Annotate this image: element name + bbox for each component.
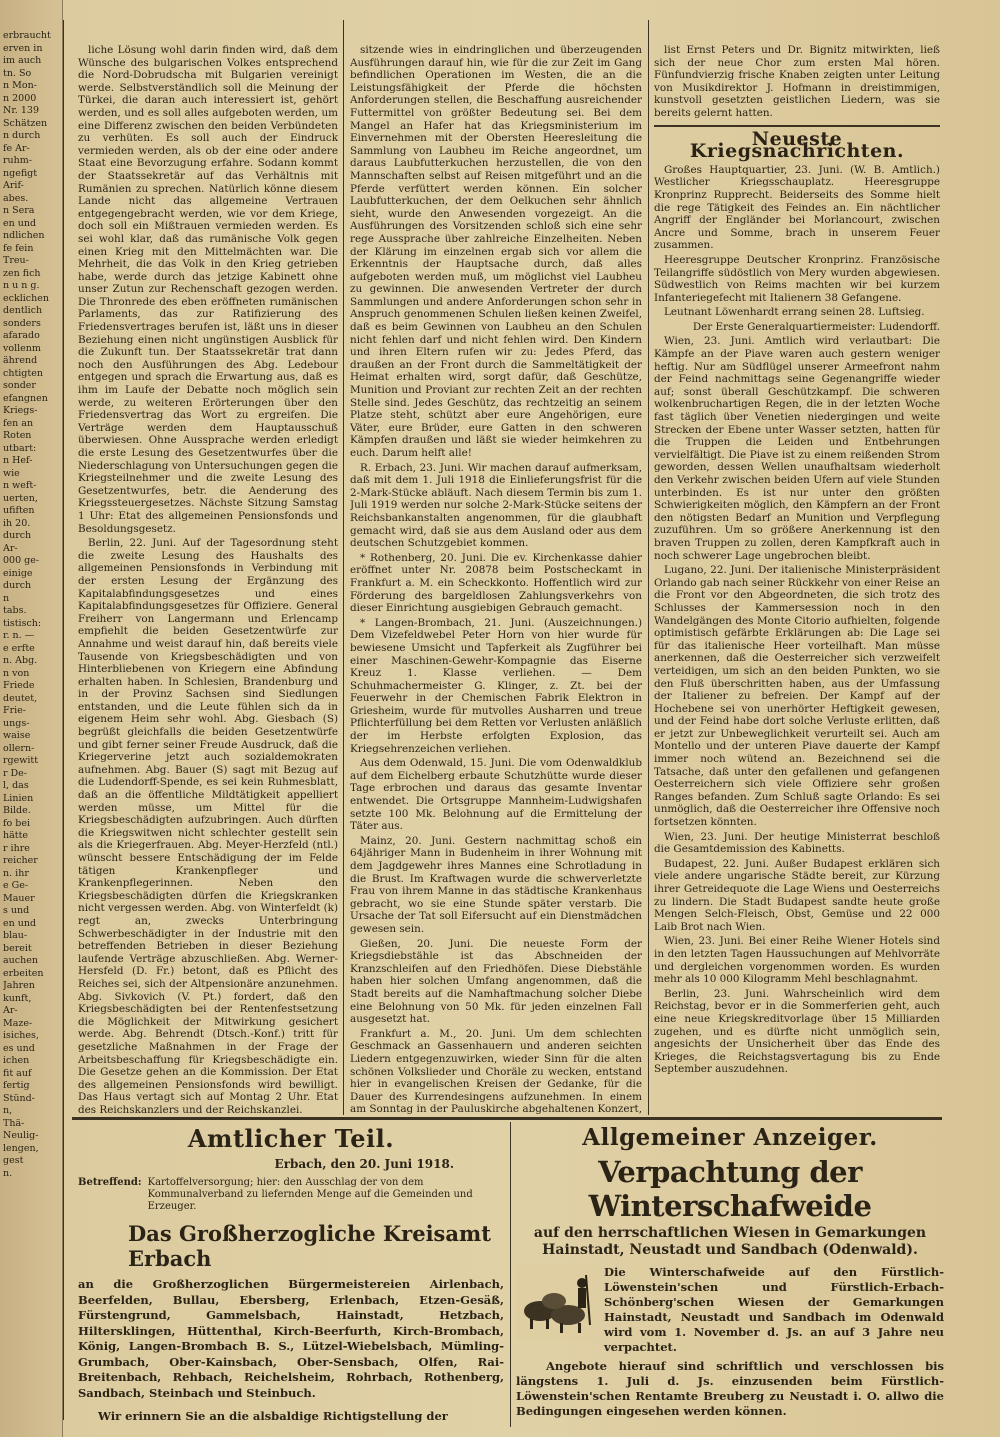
fold-fragment: ährend (3, 355, 38, 366)
fold-fragment: 000 ge- (3, 555, 40, 566)
article-text: liche Lösung wohl darin finden wird, daß dem Wünsche des bulgarischen Volkes entsprechend die Nord-Dobrudscha mit Bulgarien vereinigt werde. Selbstverständlich soll die Meinung der Türkei, die daran auch interessiert ist, gehört werden, und es soll alles aufgeboten werden, um eine Differenz zwischen den beiden Verbündeten zu verhüten. Es soll auch der Eindruck vermieden werden, als ob der eine oder andere Staat eine Bevorzugung erfahre. Sodann kommt der Staatssekretär auf das Verhältnis mit Rumänien zu sprechen. Natürlich könne diesem Lande nicht das allgemeine Vertrauen entgegengebracht werden, wie vor dem Kriege, doch soll ein Mißtrauen vermieden werden. Es sei wohl klar, daß das rumänische Volk gegen einen Krieg mit den Mittelmächten war. Die Mehrheit, die das Volk in den Krieg getrieben habe, werde durch das jetzige Kabinett ohne unser Zutun zur Rechenschaft gezogen werden. Die Thronrede des eben eröffneten rumänischen Parlaments, das zur Ratifizierung des Friedensvertrages berufen ist, läßt uns in dieser Beziehung einen nicht ungünstigen Ausblick für die Zukunft tun. Der Staatssekretär trat dann noch den Ausführungen des Abg. Ledebour entgegen und sprach die Erwartung aus, daß es ihm im Laufe der Debatte noch möglich sein werde, zu weiteren Erörterungen über den Friedensvertrag das Wort zu ergreifen. Die Verträge werden dem Hauptausschuß überwiesen. Ohne Aussprache werden erledigt die erste Lesung des Gesetzentwurfes über die Niederschlagung von Untersuchungen gegen die Kriegsteilnehmer und die zweite Lesung des Gesetzentwurfes, betr. die Aenderung des Kriegssteuergesetzes. Nächste Sitzung Samstag 1 Uhr: Etat des allgemeinen Pensionsfonds und Besoldungsgesetz. (78, 44, 338, 535)
war-report: Leutnant Löwenhardt errang seinen 28. Luftsieg. (664, 306, 925, 319)
news-item: Frankfurt a. M., 20. Juni. Um dem schlechten Geschmack an Gassenhauern und anderen seichten Liedern entgegenzuwirken, wieder Sinn für die alten schönen Volkslieder und Choräle zu wecken, entstand hier in evangelischen Kreisen der Gedanke, für die Dauer des Kurrendesingens aufzunehmen. In einem am Sonntag in der Pauluskirche abgehaltenen Konzert, (350, 1027, 642, 1114)
fold-fragment: ichen (3, 1055, 30, 1066)
fold-fragment: erven in (3, 42, 43, 54)
fold-fragment: fit auf (3, 1067, 32, 1079)
fold-fragment: ndlichen (3, 230, 45, 241)
notices-rule (72, 1117, 942, 1120)
fold-fragment: ungs- (3, 717, 30, 729)
fold-fragment: es und (3, 1042, 35, 1054)
fold-fragment: n. Abg. (3, 655, 38, 666)
fold-fragment: Thä- (3, 1117, 25, 1129)
news-item: Aus dem Odenwald, 15. Juni. Die vom Odenwaldklub auf dem Eichelberg erbaute Schutzhütte wurde dieser Tage erbrochen und daraus das gesamte Inventar entwendet. Die Ortsgruppe Mannheim-Ludwigshafen setzte 100 Mk. Belohnung auf die Ermittelung der Täter aus. (350, 757, 642, 833)
fold-fragment: en und (3, 917, 37, 929)
column-rule (648, 20, 649, 1115)
fold-fragment: ollern- (3, 742, 35, 754)
official-dateline: Erbach, den 20. Juni 1918. (274, 1157, 454, 1171)
section-rule (654, 125, 940, 127)
fold-fragment: uerten, (3, 492, 38, 504)
fold-fragment: ih 20. (3, 517, 31, 529)
fold-fragment: e Ge- (3, 880, 29, 891)
news-item: * Langen-Brombach, 21. Juni. (Auszeichnungen.) Dem Vizefeldwebel Peter Horn von hier wurde für bewiesene Umsicht und Tapferkeit als Zugführer bei einer Maschinen-Gewehr-Kompagnie das Eiserne Kreuz 1. Klasse verliehen. — Dem Schuhmachermeister G. Klinger, z. Zt. bei der Feuerwehr in der Chemischen Fabrik Elektron in Griesheim, wurde für mutvolles Ausharren und treue Pflichterfüllung bei dem Retten vor Verlusten anläßlich der im Herbste erfolgten Explosion, das Kriegsehrenzeichen verliehen. (350, 616, 642, 755)
fold-fragment: Roten (3, 430, 32, 441)
fold-fragment: waise (3, 730, 31, 741)
fold-fragment: Friede (3, 680, 35, 691)
fold-fragment: afarado (3, 330, 40, 341)
official-authority: Das Großherzogliche Kreisamt Erbach (128, 1221, 491, 1271)
fold-fragment: Kriegs- (3, 405, 38, 416)
ad-subtitle: auf den herrschaftlichen Wiesen in Gemarkungen Hainstadt, Neustadt und Sandbach (Odenwald). (533, 1225, 927, 1258)
fold-fragment: utbart: (3, 442, 37, 454)
fold-fragment: Ar- (3, 542, 18, 554)
column-two (350, 44, 642, 1114)
war-report: Großes Hauptquartier, 23. Juni. (W. B. Amtlich.) Westlicher Kriegsschauplatz. Heeresgruppe Kronprinz Rupprecht. Beiderseits des Somme hielt die rege Tätigkeit des Feindes an. Ein nächtlicher Angriff der Engländer bei Morlancourt, zwischen Ancre und Somme, brach in unserem Feuer zusammen. (654, 163, 940, 252)
fold-fragment: Ar- (3, 1005, 18, 1016)
fold-fragment: isiches, (3, 1030, 39, 1041)
fold-fragment: n (3, 592, 10, 604)
advertiser-section (516, 1124, 944, 1424)
fold-fragment: fertig (3, 1080, 30, 1091)
news-item: R. Erbach, 23. Juni. Wir machen darauf aufmerksam, daß mit dem 1. Juli 1918 die Einlieferungsfrist für die 2-Mark-Stücke abläuft. Nach diesem Termin bis zum 1. Juli 1919 werden nur solche 2-Mark-Stücke seitens der Reichsbankanstalten angenommen, für die glaubhaft gemacht wird, daß sie aus dem Ausland oder aus dem deutschen Schutzgebiet kommen. (350, 461, 642, 550)
fold-fragment: zen fich (3, 267, 41, 279)
fold-fragment: n 2000 (3, 92, 37, 104)
fold-fragment: s und (3, 905, 30, 916)
fold-fragment: einige (3, 567, 33, 579)
fold-fragment: sonder (3, 380, 36, 391)
official-heading: Amtlicher Teil. (187, 1124, 395, 1153)
official-section (78, 1124, 504, 1424)
fold-fragment: Nr. 139 (3, 105, 39, 116)
fold-fragment: hätte (3, 830, 29, 841)
fold-fragment: abes. (3, 192, 29, 204)
fold-fragment-list (0, 0, 62, 1180)
fold-fragment: n von (3, 667, 30, 679)
war-report: Wien, 23. Juni. Der heutige Ministerrat beschloß die Gesamtdemission des Kabinetts. (654, 830, 940, 856)
fold-fragment: lengen, (3, 1142, 39, 1154)
column-one (78, 44, 338, 1114)
fold-fragment: Maze- (3, 1017, 33, 1029)
fold-fragment: r. n. — (3, 630, 35, 641)
fold-fragment: Stünd- (3, 1092, 35, 1104)
fold-fragment: Schätzen (3, 117, 48, 129)
war-report: Heeresgruppe Deutscher Kronprinz. Französische Teilangriffe südöstlich von Mery wurden abgewiesen. Südwestlich von Reims machten wir bei kurzem Infanteriegefecht mit Italienern 38 Gefangene. (654, 253, 940, 304)
column-three (654, 44, 940, 1114)
fold-fragment: Frie- (3, 705, 27, 716)
fold-fragment: n, (3, 1105, 13, 1116)
fold-fragment: gest (3, 1155, 24, 1166)
war-report-signature: Der Erste Generalquartiermeister: Ludendorff. (692, 320, 940, 333)
fold-fragment: erbraucht (3, 30, 51, 41)
advertiser-heading: Allgemeiner Anzeiger. (582, 1124, 878, 1151)
fold-fragment: Arif- (3, 180, 24, 191)
fold-fragment: sonders (3, 317, 41, 329)
subject-text: Kartoffelversorgung; hier: den Ausschlag der von dem Kommunalverband zu liefernden Menge auf die Gemeinden und Erzeuger. (147, 1177, 473, 1212)
fold-fragment: Treu- (3, 255, 29, 266)
fold-fragment: fe Ar- (3, 142, 30, 154)
fold-fragment: n durch (3, 130, 41, 141)
fold-fragment: bereit (3, 942, 32, 954)
fold-fragment: Jahren (3, 980, 35, 991)
ad-body-row (516, 1265, 944, 1355)
news-item: * Rothenberg, 20. Juni. Die ev. Kirchenkasse dahier eröffnet unter Nr. 20878 beim Postscheckamt in Frankfurt a. M. ein Scheckkonto. Hoffentlich wird zur Förderung des bargeldlosen Zahlungsverkehrs von dieser Einrichtung ausgiebigen Gebrauch gemacht. (350, 551, 642, 615)
fold-fragment: n. (3, 1167, 13, 1179)
fold-fragment: efangnen (3, 392, 48, 404)
fold-fragment: Bilde. (3, 805, 31, 816)
fold-fragment: dentlich (3, 305, 43, 316)
fold-fragment: fen an (3, 417, 34, 429)
war-report: Berlin, 23. Juni. Wahrscheinlich wird dem Reichstag, bevor er in die Sommerferien geht, auch eine neue Kriegskreditvorlage über 15 Milliarden zugehen, und es dürfte nicht unmöglich sein, angesichts der Unsicherheit über das Ende des Krieges, die Reichstagsvertagung bis zu Ende September auszudehnen. (654, 987, 940, 1076)
fold-fragment: auchen (3, 955, 38, 966)
column-rule (343, 20, 344, 1115)
fold-fragment: vollenm (3, 342, 41, 354)
war-report: Wien, 23. Juni. Amtlich wird verlautbart: Die Kämpfe an der Piave waren auch gestern weniger heftig. Nur am Südflügel unserer Armeefront nahm der Feind nachmittags seine Gegenangriffe wieder auf; sonst überall Geschützkampf. Die schweren wolkenbruchartigen Regen, die in der letzten Woche fast täglich über Venetien niedergingen und weite Strecken der Ebene unter Wasser setzten, hatten für die Truppen die Leiden und Entbehrungen vervielfältigt. Die Piave ist zu einem reißenden Strom geworden, dessen Wellen unaufhaltsam wiederholt den Verkehr zwischen beiden Ufern auf viele Stunden unterbinden. Es ist nur unter den größten Schwierigkeiten möglich, den Kämpfern an der Front den nötigsten Bedarf an Munition und Verpflegung zuzuführen. Um so größere Anerkennung ist den braven Truppen zu zollen, deren Kampfkraft auch in noch schwerer Lage ungebrochen bleibt. (654, 335, 940, 562)
fold-fragment: durch (3, 530, 32, 541)
fold-fragment: kunft, (3, 992, 32, 1004)
fold-fragment: n Mon- (3, 80, 37, 91)
fold-fragment: ruhm- (3, 155, 32, 166)
fold-fragment: blau- (3, 930, 28, 941)
fold-fragment: r De- (3, 767, 28, 779)
fold-fragment: wie (3, 467, 20, 479)
subject-label: Betreffend: (78, 1177, 142, 1188)
article-text: list Ernst Peters und Dr. Bignitz mitwirkten, ließ sich der neue Chor zum ersten Mal hören. Fünfundvierzig frische Knaben zeigten unter Leitung von Musikdirektor J. Hofmann in dreistimmigen, kunstvoll gesetzten geistlichen Liedern, was sie bereits gelernt hatten. (654, 44, 940, 119)
official-reminder: Wir erinnern Sie an die alsbaldige Richtigstellung der (98, 1409, 448, 1423)
fold-fragment: n Sera (3, 205, 35, 216)
fold-fragment: l, das (3, 780, 29, 791)
fold-fragment: ecklichen (3, 292, 49, 304)
ad-body: Die Winterschafweide auf den Fürstlich-Löwenstein'schen und Fürstlich-Erbach-Schönberg'schen Wiesen der Gemarkungen Hainstadt, Neustadt und Sandbach im Odenwald wird vom 1. November d. Js. an auf 3 Jahre neu verpachtet. (604, 1265, 944, 1354)
fold-fragment: deutet, (3, 692, 38, 704)
fold-fragment: chtigten (3, 367, 43, 379)
war-report: Wien, 23. Juni. Bei einer Reihe Wiener Hotels sind in den letzten Tagen Haussuchungen auf Mehlvorräte und dergleichen vorgenommen worden. Es wurden mehr als 10 000 Kilogramm Mehl beschlagnahmt. (654, 935, 940, 986)
fold-fragment: durch (3, 580, 32, 591)
fold-fragment: tabs. (3, 605, 27, 616)
fold-fragment: tn. So (3, 67, 32, 79)
news-item: Gießen, 20. Juni. Die neueste Form der Kriegsdiebstähle ist das Abschneiden der Kranzschleifen auf den Friedhöfen. Diese Diebstähle haben hier solchen Umfang angenommen, daß die Stadt bereits auf die Namhaftmachung solcher Diebe eine Belohnung von 50 Mk. für jeden einzelnen Fall ausgesetzt hat. (350, 937, 642, 1026)
fold-fragment: n u n g. (3, 280, 40, 291)
fold-fragment: ufiften (3, 505, 35, 516)
fold-fragment: en und (3, 217, 37, 229)
fold-fragment: reicher (3, 855, 38, 866)
war-report: Lugano, 22. Juni. Der italienische Ministerpräsident Orlando gab nach seiner Rückkehr von einer Reise an die Front vor den Abgeordneten, die sich trotz des Schlusses der Kammersession noch in den Wandelgängen des Monte Citorio aufhielten, folgende optimistisch gefärbte Erklärungen ab: Die Lage sei für das italienische Heer vorteilhaft. Man müsse anerkennen, daß die Oesterreicher sich verzweifelt verteidigen, um sich an den beiden Punkten, wo sie den Fluß überschritten haben, aus der Umfassung der Italiener zu befreien. Der Kampf auf der Hochebene sei von unerhörter Heftigkeit gewesen, und der Feind habe dort solche Verluste erlitten, daß er jetzt zur Unbeweglichkeit verurteilt sei. Auch am Montello und der unteren Piave dauerte der Kampf immer noch wütend an. Bezeichnend sei die Tatsache, daß unter den gefallenen und gefangenen Oesterreichern sich viele Offiziere sehr großen Ranges befanden. Zum Schluß sagte Orlando: Es sei unmöglich, daß die Oesterreicher ihre Offensive noch fortsetzen könnten. (654, 564, 940, 829)
news-item: Mainz, 20. Juni. Gestern nachmittag schoß ein 64jähriger Mann in Budenheim in ihrer Wohnung mit dem Jagdgewehr ihres Mannes eine Schrotladung in die Brust. Im Kraftwagen wurde die schwerverletzte Frau von ihrem Manne in das städtische Krankenhaus gebracht, wo sie eine Stunde später verstarb. Die Ursache der Tat soll Eifersucht auf ein Dienstmädchen gewesen sein. (350, 834, 642, 935)
left-fold-strip (0, 0, 63, 1437)
war-report: Budapest, 22. Juni. Außer Budapest erklären sich viele andere ungarische Städte bereit, zur Kürzung ihrer Getreidequote die Lage Wiens und Oesterreichs zu lindern. Die Stadt Budapest sandte heute große Mengen Selch-Fleisch, Obst, Gemüse und 22 000 Laib Brot nach Wien. (654, 857, 940, 933)
fold-fragment: Neulig- (3, 1130, 39, 1141)
fold-fragment: n Hef- (3, 455, 33, 466)
fold-fragment: e erfte (3, 642, 35, 654)
fold-fragment: fo bei (3, 817, 30, 829)
ad-title: Verpachtung der Winterschafweide (588, 1155, 872, 1223)
official-subject (78, 1177, 504, 1213)
article-text: sitzende wies in eindringlichen und überzeugenden Ausführungen darauf hin, wie für die zur Zeit im Gang befindlichen Operationen im Westen, die an die Leistungsfähigkeit der Pferde die höchsten Anforderungen stellen, die Beschaffung ausreichender Futtermittel von größter Bedeutung sei. Bei dem Mangel an Hafer hat das Kriegsministerium im Einvernehmen mit der Obersten Heeresleitung die Sammlung von Laubheu im Reiche angeordnet, um daraus Laubfutterkuchen herzustellen, die von den Mannschaften selbst auf Reisen mitgeführt und an die Pferde verfüttert werden können. Ein solcher Laubfutterkuchen, der dem Oelkuchen sehr ähnlich sieht, wurde den Anwesenden vorgezeigt. An die Ausführungen des Vorsitzenden schloß sich eine sehr rege Aussprache über zahlreiche Einzelheiten. Neben der Klärung im einzelnen ergab sich vor allem die Erkenntnis der Hauptsache durch, daß alles aufgeboten werden muß, um möglichst viel Laubheu zu gewinnen. Die anwesenden Vertreter der durch Sammlungen und andere Anforderungen schon sehr in Anspruch genommenen Schulen ließen keinen Zweifel, daß es beim Gewinnen von Laubheu an den Schulen nicht fehlen darf und nicht fehlen wird. Den Kindern und ihren Eltern rufen wir zu: Jedes Pferd, das draußen an der Front durch die Sammeltätigkeit der Heimat erhalten wird, sorgt dafür, daß Geschütze, Munition und Proviant zur rechten Zeit an der rechten Stelle sind. Jedes Geschütz, das rechtzeitig an seinem Platze steht, schützt aber eure Angehörigen, eure Väter, eure Brüder, eure Gatten in den schweren Kämpfen draußen und läßt sie wieder heimkehren zu euch. Darum helft alle! (350, 44, 642, 459)
fold-fragment: Mauer (3, 892, 35, 904)
fold-fragment: r ihre (3, 842, 30, 854)
ad-offer: Angebote hierauf sind schriftlich und verschlossen bis längstens 1. Juli d. Js. einzusenden beim Fürstlich-Löwenstein'schen Rentamte Breuberg zu Neustadt i. O. allwo die Bedingungen eingesehen werden können. (516, 1359, 944, 1418)
fold-fragment: erbeiten (3, 967, 44, 979)
fold-fragment: rgewitt (3, 755, 39, 766)
article-text: Berlin, 22. Juni. Auf der Tagesordnung steht die zweite Lesung des Haushalts des allgemeinen Pensionsfonds in Verbindung mit der ersten Lesung der Ergänzung des Kapitalabfindungsgesetzes und eines Kapitalabfindungsgesetzes für Offiziere. General Freiherr von Langermann und Erlencamp empfiehlt die beiden Gesetzentwürfe zur Annahme und weist darauf hin, daß bereits viele Tausende von Kriegsbeschädigten und von Hinterbliebenen von Kriegern eine Abfindung erhalten haben. In Schlesien, Brandenburg und in der Provinz Sachsen sind Siedlungen entstanden, und die Leute fühlen sich da in eigenem Heim sehr wohl. Abg. Giesbach (S) begrüßt gleichfalls die beiden Gesetzentwürfe und gibt ferner seiner Freude Ausdruck, daß die Kriegerverine jetzt auch sozialdemokraten aufnehmen. Abg. Bauer (S) sagt mit Bezug auf die Ludendorff-Spende, es sei kein Ruhmesblatt, daß an die öffentliche Mildtätigkeit appelliert werden müsse, um Mittel für die Kriegsbeschädigten aufzubringen. Auch dürften die Kriegswitwen nicht schlechter gestellt sein als die Kriegerfrauen. Abg. Meyer-Herzfeld (ntl.) wünscht bessere Entschädigung der im Felde tätigen Krankenpfleger und Krankenpflegerinnen. Neben den Kriegsbeschädigten dürfen die Kriegskranken nicht vergessen werden. Abg. von Winterfeldt (k) regt an, zwecks Unterbringung Schwerbeschädigter in der Industrie mit den betreffenden Betrieben in dieser Beziehung laufende Verträge abzuschließen. Abg. Werner-Hersfeld (D. Fr.) betont, daß es Pflicht des Reiches sei, sich der Altpensionäre anzunehmen. Abg. Sivkovich (V. Pt.) fordert, daß den Kriegsbeschädigten bei der Rentenfestsetzung die Möglichkeit der Mitwirkung gesichert werde. Abg. Behrendt (Dtsch.-Konf.) tritt für gesetzliche Maßnahmen in der Frage der Arbeitsbeschaffung für Kriegsbeschädigte ein. Die Gesetze gehen an die Kommission. Der Etat des allgemeinen Pensionsfonds wird bewilligt. Das Haus vertagt sich auf Montag 2 Uhr. Etat des Reichskanzlers und der Reichskanzlei. (78, 537, 338, 1114)
fold-fragment: im auch (3, 55, 42, 66)
fold-fragment: fe fein (3, 242, 34, 254)
official-addressees: an die Großherzoglichen Bürgermeistereien Airlenbach, Beerfelden, Bullau, Ebersberg, Erlenbach, Etzen-Gesäß, Fürstengrund, Gammelsbach, Hainstadt, Hetzbach, Hiltersklingen, Hüttenthal, Kirch-Beerfurth, Kirch-Brombach, König, Langen-Brombach B. S., Lützel-Wiebelsbach, Mümling-Grumbach, Ober-Kainsbach, Ober-Sensbach, Olfen, Rai-Breitenbach, Rehbach, Reichelsheim, Rohrbach, Rothenberg, Sandbach, Steinbach und Steinbuch. (78, 1277, 504, 1400)
war-news-heading: Neueste Kriegsnachrichten. (689, 127, 905, 163)
sheep-flock-illustration (516, 1265, 596, 1341)
fold-fragment: n. ihr (3, 867, 29, 879)
fold-fragment: n weft- (3, 480, 37, 491)
fold-fragment: tistisch: (3, 617, 42, 629)
column-rule (510, 1122, 511, 1427)
fold-fragment: Linien (3, 792, 34, 804)
column-rule (63, 20, 64, 1420)
fold-fragment: ngefigt (3, 167, 38, 179)
